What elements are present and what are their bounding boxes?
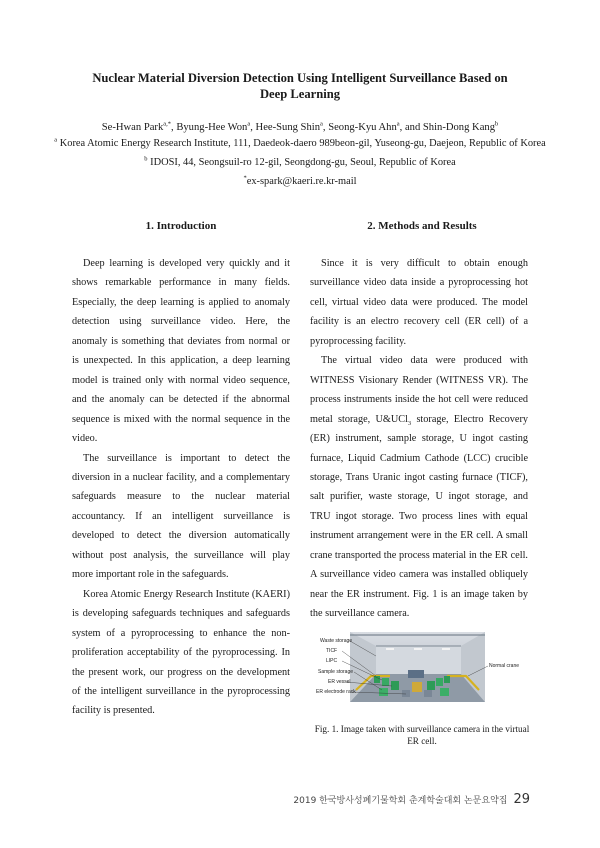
paragraph (310, 351, 528, 623)
author-separator: , (250, 122, 256, 133)
paragraph: The surveillance is important to detect the diversion in a nuclear facility, and a complementary safeguards measure to the nuclear material accountancy. If an intelligent surveillance is developed to detect the diversion automatically without post analysis, the surveillance will play more important role in the safeguards. (72, 452, 290, 581)
author-name: Shin-Dong Kang (422, 122, 495, 133)
corresponding-email (40, 175, 560, 189)
affiliation-mark: b (144, 155, 148, 163)
figure-label-lipc: LIPC (326, 658, 338, 664)
affiliation-text: Korea Atomic Energy Research Institute, 111, Daedeok-daero 989beon-gil, Yuseong-gu, Daejeon, Republic of Korea (59, 138, 546, 149)
title-line-1: Nuclear Material Diversion Detection Using Intelligent Surveillance Based on (92, 71, 508, 85)
subscript: 3 (407, 419, 412, 427)
title-line-2: Deep Learning (259, 87, 341, 101)
email-text: ex-spark@kaeri.re.kr-mail (246, 176, 357, 187)
paragraph-text: storage, Electro Recovery (ER) instrument, sample storage, U ingot casting furnace, Liquid Cadmium Cathode (LCC) crucible storage, Trans Uranic ingot casting furnace (TICF), salt purifier, waste storage, U ingot storage, and TRU ingot storage. Two process lines with equal instrument arrangement were in the ER cell. A small crane transported the process material in the ER cell. A surveillance video camera was installed obliquely near the ER instrument. Fig. 1 is an image taken by the surveillance camera. (310, 413, 528, 620)
page-footer (293, 792, 530, 807)
affiliation-a (40, 137, 560, 151)
paragraph: Since it is very difficult to obtain enough surveillance video data inside a pyroprocessing hot cell, virtual video data were produced. The model facility is an electro recovery cell (ER cell) of a pyroprocessing facility. (310, 258, 528, 347)
methods-body (310, 254, 528, 624)
section-heading-introduction: 1. Introduction (145, 220, 217, 232)
figure-label-sample-storage: Sample storage (318, 669, 354, 675)
page-number: 29 (513, 792, 530, 807)
email-mark: * (243, 174, 247, 182)
paper-title (70, 70, 530, 102)
author-name: Se-Hwan Park (101, 122, 164, 133)
paragraph-text: The virtual video data were produced with WITNESS Visionary Render (WITNESS VR). The process instruments inside the hot cell were reduced metal storage, U&UCl (310, 355, 528, 425)
affiliation-text: IDOSI, 44, Seongsuil-ro 12-gil, Seongdong-gu, Seoul, Republic of Korea (150, 157, 456, 168)
author-affil-mark: a (320, 120, 323, 128)
author-separator: , (322, 122, 329, 133)
author-separator: , and (399, 122, 423, 133)
affiliation-mark: a (54, 136, 58, 144)
affiliation-b (40, 156, 560, 170)
author-affil-mark: a (396, 120, 400, 128)
figure-label-er-vessel: ER vessel (328, 679, 351, 685)
introduction-body (72, 254, 290, 721)
author-name: Hee-Sung Shin (255, 122, 320, 133)
author-list (60, 121, 540, 135)
figure-label-waste-storage: Waste storage (320, 638, 353, 644)
figure-label-ticf: TICF (326, 648, 338, 654)
author-affil-mark: a (247, 120, 251, 128)
author-name: Seong-Kyu Ahn (328, 122, 397, 133)
author-separator: , (171, 122, 177, 133)
author-name: Byung-Hee Won (176, 122, 248, 133)
proceedings-title: 2019 한국방사성폐기물학회 춘계학술대회 논문요약집 (293, 796, 508, 806)
paragraph: Deep learning is developed very quickly and it shows remarkable performance in many fields. Especially, the deep learning is applied to anomaly detection using surveillance video. Here, the anomaly is something that deviates from normal or is unexpected. In this application, a deep learning model is trained only with normal video sequence, and the anomaly can be detected if the abnormal sequence is mixed with the normal sequence in the video. (72, 258, 290, 445)
section-heading-methods: 2. Methods and Results (367, 220, 477, 232)
figure-label-er-electrode-rack: ER electrode rack (316, 689, 356, 695)
paragraph: Korea Atomic Energy Research Institute (KAERI) is developing safeguards techniques and safeguards system of a pyroprocessing to enhance the non-proliferation acceptability of the pyroprocessing. In the present work, our progress on the development of the intelligent surveillance in the pyroprocessing facility is presented. (72, 588, 290, 717)
author-affil-mark: b (495, 120, 499, 128)
author-affil-mark: a,* (163, 120, 172, 128)
figure-caption: Fig. 1. Image taken with surveillance camera in the virtual ER cell. (314, 724, 530, 746)
figure-er-cell-render (316, 632, 531, 712)
figure-label-normal-crane: Normal crane (489, 663, 520, 669)
